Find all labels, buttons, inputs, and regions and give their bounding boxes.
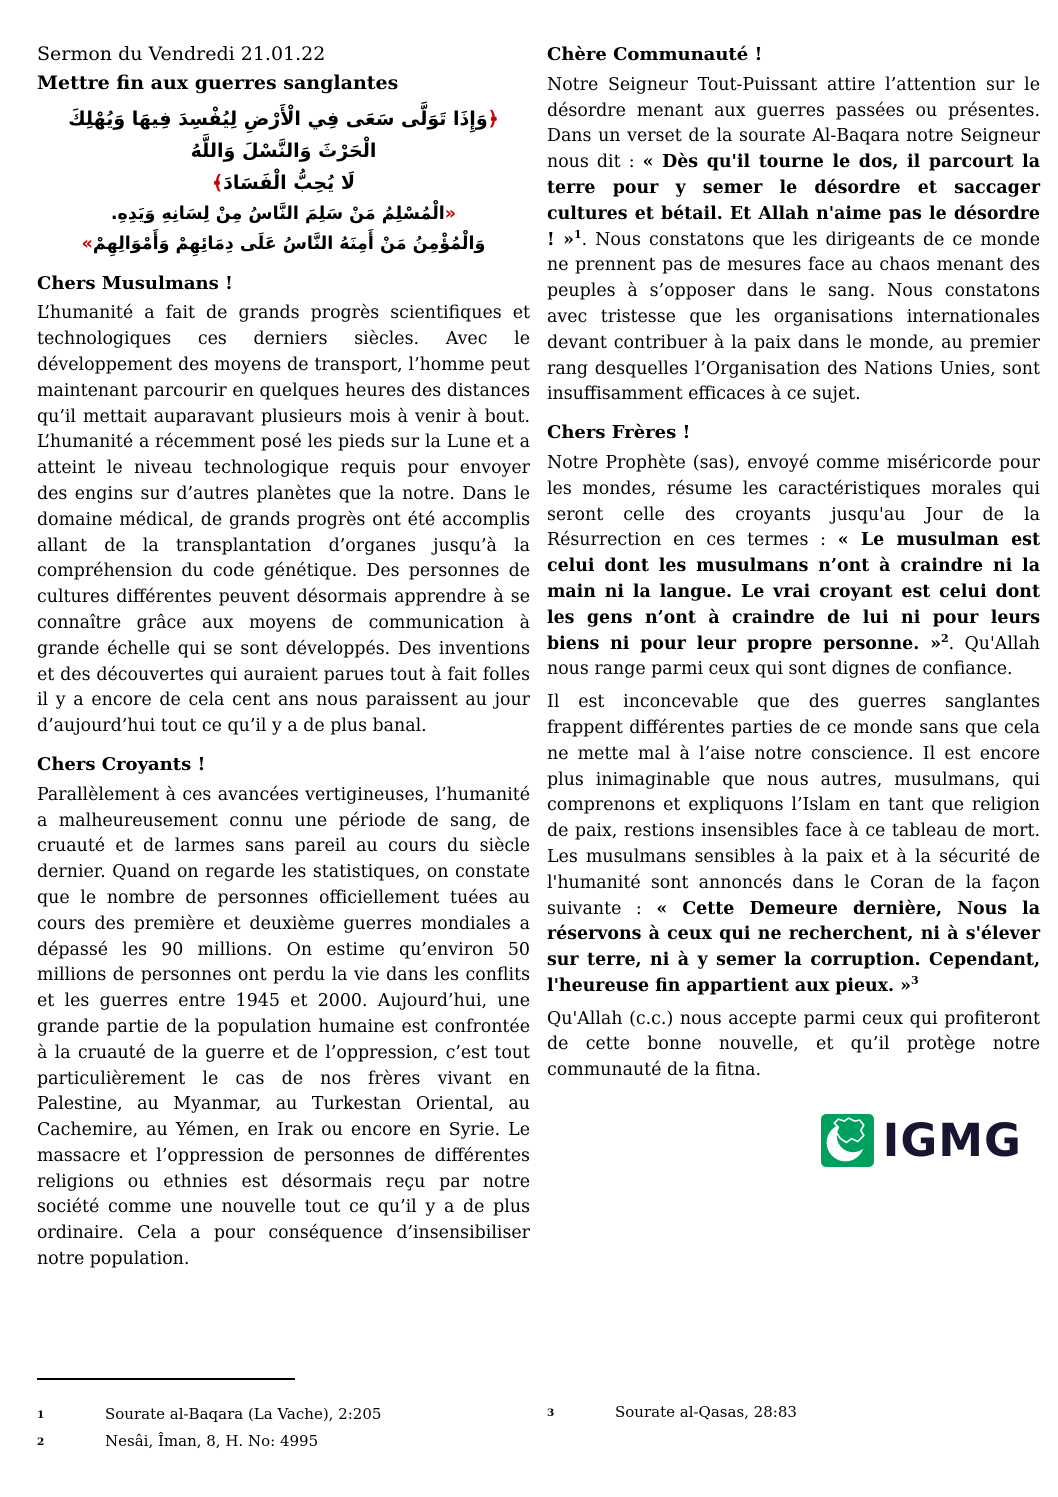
footnote-1-number: 1 [37, 1409, 45, 1421]
quran-verse-line-2: لَا يُحِبُّ الْفَسَادَ﴾ [212, 171, 355, 194]
footnote-ref-3: 3 [911, 974, 919, 988]
quran-quote-qasas: « Cette Demeure dernière, Nous la réservons à ceux qui ne recherchent, ni à s'élever sur terre, ni à y semer la corruption. Cependant, l'heureuse fin appartient aux pieux. » [547, 898, 1040, 996]
verse-close-ornament: ﴾ [212, 171, 224, 194]
footnote-1 [37, 1404, 530, 1425]
footnote-2 [37, 1431, 530, 1452]
footnote-2-text: Nesâi, Îman, 8, H. No: 4995 [105, 1432, 319, 1450]
paragraph-progres: L’humanité a fait de grands progrès scientifiques et technologiques ces derniers siècles. Avec le développement des moyens de transport, l’homme peut maintenant parcourir en quelques heures des distances qu’il mettait auparavant plusieurs mois à venir à bout. L’humanité a récemment posé les pieds sur la Lune et a atteint le niveau technologique requis pour envoyer des engins sur d’autres planètes que la notre. Dans le domaine médical, de grands progrès ont été accomplis allant de la transplantation d’organes jusqu’à la compréhension du code génétique. Des personnes de cultures différentes peuvent désormais apprendre à se connaître grâce aux moyens de communication à grande échelle qui se sont développés. Des inventions et des découvertes qui auraient parues tout à fait folles il y a encore de cela cent ans nous paraissent au jour d’aujourd’hui tout ce qu’il y a de plus banal. [37, 303, 530, 737]
section-heading-chere-communaute: Chère Communauté ! [547, 44, 763, 65]
hadith-close-mark: » [81, 233, 93, 254]
hadith-line-1: «الْمُسْلِمُ مَنْ سَلِمَ النَّاسُ مِنْ لِسَانِهِ وَيَدِهِ. [110, 203, 457, 224]
footnote-separator-rule [37, 1378, 295, 1380]
igmg-wordmark: IGMG [882, 1114, 1022, 1168]
footnote-3 [547, 1402, 1040, 1423]
footnote-1-text: Sourate al-Baqara (La Vache), 2:205 [105, 1405, 382, 1423]
paragraph-conclusion: Qu'Allah (c.c.) nous accepte parmi ceux qui profiteront de cette bonne nouvelle, et qu’il protège notre communauté de la fitna. [547, 1008, 1040, 1081]
verse-open-ornament: ﴿ [487, 107, 499, 130]
paragraph-prophete: Notre Prophète (sas), envoyé comme miséricorde pour les mondes, résume les caractéristiques morales qui seront celle des croyants jusqu'au Jour de la Résurrection en ces termes : « Le musulman est celui dont les musulmans n’ont à craindre ni la main ni la langue. Le vrai croyant est celui dont les gens n’ont à craindre de lui ni pour leurs biens ni pour leur propre personne. »$^2$. Qu'Allah nous range parmi ceux qui sont dignes de confiance. [547, 452, 1041, 680]
left-column [37, 42, 530, 1280]
footnotes-right-column [547, 1402, 1040, 1429]
hadith-open-mark: « [444, 203, 457, 224]
sermon-title: Mettre fin aux guerres sanglantes [37, 71, 399, 94]
section-heading-chers-musulmans: Chers Musulmans ! [37, 272, 233, 294]
quran-verse-line-1: ﴿وَإِذَا تَوَلَّى سَعَى فِي الْأَرْضِ لِيُفْسِدَ فِيهَا وَيُهْلِكَ الْحَرْثَ وَالنَّسْلَ وَاللَّهُ [68, 107, 499, 162]
igmg-logo [547, 1114, 1022, 1167]
paragraph-inconcevable: Il est inconcevable que des guerres sanglantes frappent différentes parties de ce monde sans que cela ne mette mal à l’aise notre conscience. Il est encore plus inimaginable que nous autres, musulmans, qui comprenons et expliquons l’Islam en tant que religion de paix, restions insensibles face à ce tableau de mort. Les musulmans sensibles à la paix et à la sécurité de l'humanité sont annoncés dans le Coran de la façon suivante : « Cette Demeure dernière, Nous la réservons à ceux qui ne recherchent, ni à s'élever sur terre, ni à y semer la corruption. Cependant, l'heureuse fin appartient aux pieux. »$^3$ [547, 692, 1040, 996]
section-heading-chers-croyants: Chers Croyants ! [37, 753, 206, 775]
paragraph-seigneur: Notre Seigneur Tout-Puissant attire l’attention sur le désordre menant aux guerres passées ou présentes. Dans un verset de la sourate Al-Baqara notre Seigneur nous dit : « Dès qu'il tourne le dos, il parcourt la terre pour y semer le désordre et saccager cultures et bétail. Et Allah n'aime pas le désordre ! »$^1$. Nous constatons que les dirigeants de ce monde ne prennent pas de mesures face au chaos menant des peuples à s’opposer dans le sang. Nous constatons avec tristesse que les organisations internationales devant contribuer à la paix dans le monde, au premier rang desquelles l’Organisation des Nations Unies, sont insuffisamment efficaces à ce sujet. [547, 74, 1040, 405]
right-column [547, 42, 1040, 1280]
footnote-3-text: Sourate al-Qasas, 28:83 [615, 1403, 797, 1421]
footnotes-left-column [37, 1378, 530, 1458]
igmg-crescent-europe-icon [821, 1114, 874, 1167]
paragraph-siecle-dernier: Parallèlement à ces avancées vertigineuses, l’humanité a malheureusement connu une période de sang, de cruauté et de larmes sans pareil au cours du siècle dernier. Quand on regarde les statistiques, on constate que le nombre de personnes officiellement tuées au cours des première et deuxième guerres mondiales a dépassé les 90 millions. On estime qu’environ 50 millions de personnes ont perdu la vie dans les conflits et les guerres entre 1945 et 2000. Aujourd’hui, une grande partie de la population humaine est confrontée à la cruauté de la guerre et de l’oppression, c’est tout particulièrement le cas de nos frères vivant en Palestine, au Myanmar, au Turkestan Oriental, au Cachemire, au Yémen, en Irak ou encore en Syrie. Le massacre et l’oppression de personnes de différentes religions ou ethnies est désormais reçu par notre société comme une nouvelle tout ce qu’il y a de plus ordinaire. Cela a pour conséquence d’insensibiliser notre population. [37, 784, 530, 1270]
footnote-ref-2: 2 [941, 631, 949, 645]
arabic-quotes-block [37, 103, 530, 259]
footnote-3-number: 3 [547, 1407, 555, 1419]
footnote-2-number: 2 [37, 1436, 45, 1448]
section-heading-chers-freres: Chers Frères ! [547, 422, 691, 444]
footnote-ref-1: 1 [574, 227, 582, 241]
hadith-quote-musulman: « Le musulman est celui dont les musulmans n’ont à craindre ni la main ni la langue. Le vrai croyant est celui dont les gens n’ont à craindre de lui ni pour leurs biens ni pour leur propre personne. » [547, 530, 1040, 654]
hadith-line-2: وَالْمُؤْمِنُ مَنْ أَمِنَهُ النَّاسُ عَلَى دِمَائِهِمْ وَأَمْوَالِهِمْ» [81, 233, 486, 254]
quran-quote-baqara: « Dès qu'il tourne le dos, il parcourt la terre pour y semer le désordre et saccager cultures et bétail. Et Allah n'aime pas le désordre ! » [547, 152, 1040, 250]
sermon-date: Sermon du Vendredi 21.01.22 [37, 43, 326, 65]
